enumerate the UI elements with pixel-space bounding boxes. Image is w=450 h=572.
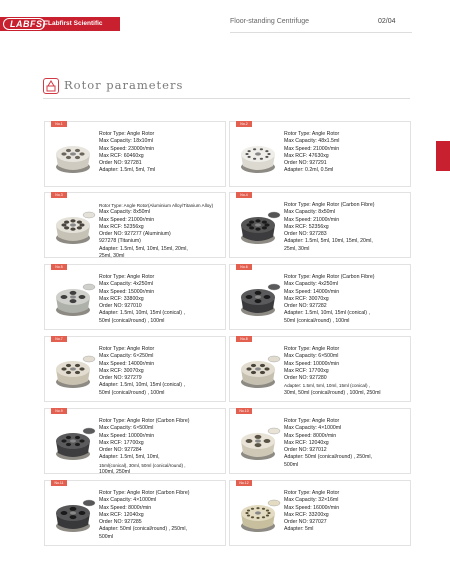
spec-line: Max RCF: 33800xg xyxy=(99,295,144,302)
spec-line: Max Capacity: 4×1000ml xyxy=(284,425,342,432)
rotor-image xyxy=(236,493,281,535)
spec-line: Max RCF: 17700xg xyxy=(99,439,144,446)
spec-line: Max Speed: 23000r/min xyxy=(99,145,155,152)
spec-line: Order NO: 927279 xyxy=(99,375,142,382)
spec-line: Max RCF: 17700xg xyxy=(284,367,329,374)
spec-line: Adapter: 0.2ml, 0.5ml xyxy=(284,167,334,174)
rotor-card xyxy=(229,480,411,546)
page-header xyxy=(0,0,450,60)
spec-line: Order NO: 927027 xyxy=(284,519,327,526)
spec-line: Rotor Type: Angle Rotor (Carbon Fibre) xyxy=(284,274,375,280)
header-divider xyxy=(230,32,412,33)
spec-line: Max Speed: 14000r/min xyxy=(284,288,340,295)
spec-line: 50ml (conical/round) , 100ml xyxy=(99,317,165,324)
rotor-number-tag: No.8 xyxy=(236,336,252,342)
spec-line: Rotor Type: Angle Rotor (Carbon Fibre) xyxy=(284,202,375,208)
rotor-number-tag: No.1 xyxy=(51,121,67,127)
rotor-number-tag: No.12 xyxy=(236,480,252,486)
spec-line: Max RCF: 52356xg xyxy=(99,223,144,230)
rotor-number-tag: No.5 xyxy=(51,264,67,270)
spec-line: Max Capacity: 6×500ml xyxy=(99,425,154,432)
rotor-card xyxy=(44,480,226,546)
spec-line: Max Speed: 15000r/min xyxy=(99,288,155,295)
rotor-number-tag: No.2 xyxy=(236,121,252,127)
rotor-specs xyxy=(99,418,223,476)
rotor-number-tag: No.3 xyxy=(51,192,67,198)
rotor-specs xyxy=(284,490,408,534)
spec-line: 50ml (conical/round) , 100ml xyxy=(284,317,350,324)
rotor-specs xyxy=(99,274,223,325)
spec-line: Rotor Type: Angle Rotor (Carbon Fibre) xyxy=(99,490,190,496)
rotor-card xyxy=(44,336,226,402)
rotor-specs xyxy=(99,490,223,541)
spec-line: Rotor Type: Angle Rotor xyxy=(99,131,155,137)
rotor-card xyxy=(44,408,226,474)
brand-bar xyxy=(0,17,120,31)
rotor-card xyxy=(229,192,411,258)
spec-line: Order NO: 927283 xyxy=(284,231,327,238)
company-name: Labfirst Scientific xyxy=(48,20,103,27)
spec-line: 30ml, 50ml (conical/round) , 100ml, 250ml xyxy=(284,389,381,396)
spec-line: Order NO: 927285 xyxy=(99,519,142,526)
spec-line: Rotor Type: Angle Rotor xyxy=(99,346,155,352)
rotor-number-tag: No.6 xyxy=(236,264,252,270)
section-divider xyxy=(43,98,410,99)
spec-line: Max Speed: 8000r/min xyxy=(99,504,152,511)
spec-line: Max Capacity: 4x250ml xyxy=(99,281,153,288)
spec-line: Max RCF: 12040xg xyxy=(99,511,144,518)
spec-line: Max Speed: 8000r/min xyxy=(284,432,337,439)
spec-line: 50ml (conical/round) , 100ml xyxy=(99,389,165,396)
spec-line: Rotor Type: Angle Rotor xyxy=(284,131,340,137)
spec-line: Max Speed: 21000r/min xyxy=(284,216,340,223)
spec-line: Rotor Type: Angle Rotor xyxy=(284,346,340,352)
rotor-number-tag: No.10 xyxy=(236,408,252,414)
spec-line: Order NO: 927291 xyxy=(284,160,327,167)
spec-line: Rotor Type: Angle Rotor xyxy=(284,490,340,496)
spec-line: Max Capacity: 32×16ml xyxy=(284,497,339,504)
spec-line: Max Capacity: 48x1.5ml xyxy=(284,138,340,145)
spec-line: Adapter: 1.5ml, 5ml, 10ml, 15ml, 20ml, xyxy=(284,238,373,245)
spec-line: Max Speed: 14000r/min xyxy=(99,360,155,367)
spec-line: Adapter: 1.5ml, 5ml, 10ml, 15ml, 20ml, xyxy=(99,245,188,252)
rotor-number-tag: No.4 xyxy=(236,192,252,198)
spec-line: Adapter: 1.5ml, 5ml, 7ml xyxy=(99,167,156,174)
rotor-card xyxy=(229,264,411,330)
rotor-card xyxy=(44,121,226,187)
spec-line: Max Capacity: 4×1000ml xyxy=(99,497,157,504)
section-title: Rotor parameters xyxy=(64,78,184,92)
spec-line: Max RCF: 30070xg xyxy=(99,367,144,374)
spec-line: Adapter: 1.5ml, 10ml, 15ml (conical) , xyxy=(284,310,370,317)
spec-line: Max Capacity: 4x250ml xyxy=(284,281,338,288)
spec-line: Max Capacity: 8x50ml xyxy=(284,209,336,216)
spec-line: Order NO: 927282 xyxy=(284,303,327,310)
spec-line: Max RCF: 52356xg xyxy=(284,223,329,230)
spec-line: 500ml xyxy=(99,533,114,540)
page-number: 02/04 xyxy=(378,18,396,25)
rotor-image xyxy=(51,493,96,535)
rotor-specs xyxy=(99,202,223,260)
spec-line: Order NO: 927281 xyxy=(99,160,142,167)
rotor-specs xyxy=(284,131,408,175)
rotor-image xyxy=(51,277,96,319)
spec-line: Max RCF: 60460xg xyxy=(99,152,144,159)
rotor-image xyxy=(51,205,96,247)
spec-line: Order NO: 927012 xyxy=(284,447,327,454)
spec-line: 500ml xyxy=(284,461,299,468)
spec-line: Max Capacity: 8x50ml xyxy=(99,209,151,216)
spec-line: Max RCF: 33200xg xyxy=(284,511,329,518)
spec-line: Max Speed: 16000r/min xyxy=(284,504,340,511)
rotor-image xyxy=(236,134,281,176)
rotor-card xyxy=(229,336,411,402)
spec-line: Max RCF: 12040xg xyxy=(284,439,329,446)
spec-line: Adapter: 50ml (conical/round) , 250ml, xyxy=(99,526,187,533)
spec-line: Rotor Type: Angle Rotor(Aluminium Alloy/Titanium Alloy) xyxy=(99,203,214,208)
spec-line: 25ml, 30ml xyxy=(284,245,310,252)
spec-line: 25ml, 30ml xyxy=(99,253,125,260)
spec-line: 15ml(conical), 30ml, 50ml (conical/round) , xyxy=(99,462,186,468)
brand-logo: LABFSF xyxy=(10,19,49,29)
page-edge-tab xyxy=(436,141,450,171)
rotor-specs xyxy=(284,202,408,253)
rotor-image xyxy=(236,349,281,391)
rotor-card xyxy=(44,192,226,258)
spec-line: Adapter: 5ml xyxy=(284,526,314,533)
spec-line: Order NO: 927280 xyxy=(284,375,327,382)
spec-line: Order NO: 927277 (Aluminium) xyxy=(99,231,171,238)
spec-line: Adapter: 1.5ml, 10ml, 15ml (conical) , xyxy=(99,382,185,389)
spec-line: Max Capacity: 6×500ml xyxy=(284,353,339,360)
spec-line: Adapter: 50ml (conical/round) , 250ml, xyxy=(284,454,372,461)
rotor-image xyxy=(51,421,96,463)
rotor-number-tag: No.9 xyxy=(51,408,67,414)
spec-line: Rotor Type: Angle Rotor xyxy=(284,418,340,424)
rotor-number-tag: No.7 xyxy=(51,336,67,342)
spec-line: Max Speed: 21000r/min xyxy=(99,216,155,223)
document-title: Floor-standing Centrifuge xyxy=(230,18,309,25)
rotor-section-icon xyxy=(43,78,59,94)
rotor-number-tag: No.11 xyxy=(51,480,67,486)
spec-line: Rotor Type: Angle Rotor xyxy=(99,274,155,280)
rotor-specs xyxy=(284,418,408,469)
rotor-image xyxy=(51,349,96,391)
rotor-image xyxy=(236,277,281,319)
rotor-specs xyxy=(99,131,223,175)
spec-line: 927278 (Titanium) xyxy=(99,238,141,245)
rotor-image xyxy=(236,421,281,463)
spec-line: Order NO: 927010 xyxy=(99,303,142,310)
spec-line: Max RCF: 30070xg xyxy=(284,295,329,302)
spec-line: Adapter: 1.5ml, 5ml, 10ml, 15ml (conical) , xyxy=(284,383,371,389)
rotor-card xyxy=(44,264,226,330)
rotor-specs xyxy=(99,346,223,397)
rotor-image xyxy=(236,205,281,247)
spec-line: Max Speed: 10000r/min xyxy=(99,432,155,439)
spec-line: Rotor Type: Angle Rotor (Carbon Fibre) xyxy=(99,418,190,424)
spec-line: Max RCF: 47630xg xyxy=(284,152,329,159)
spec-line: Max Speed: 21000r/min xyxy=(284,145,340,152)
rotor-specs xyxy=(284,274,408,325)
spec-line: Order NO: 927284 xyxy=(99,447,142,454)
rotor-card xyxy=(229,121,411,187)
spec-line: Adapter: 1.5ml, 10ml, 15ml (conical) , xyxy=(99,310,185,317)
rotor-card xyxy=(229,408,411,474)
spec-line: Adapter: 1.5ml, 5ml, 10ml, xyxy=(99,454,160,461)
spec-line: 100ml, 250ml xyxy=(99,469,131,476)
spec-line: Max Speed: 10000r/min xyxy=(284,360,340,367)
rotor-specs xyxy=(284,346,408,397)
spec-line: Max Capacity: 18x10ml xyxy=(99,138,153,145)
spec-line: Max Capacity: 6×250ml xyxy=(99,353,154,360)
rotor-image xyxy=(51,134,96,176)
